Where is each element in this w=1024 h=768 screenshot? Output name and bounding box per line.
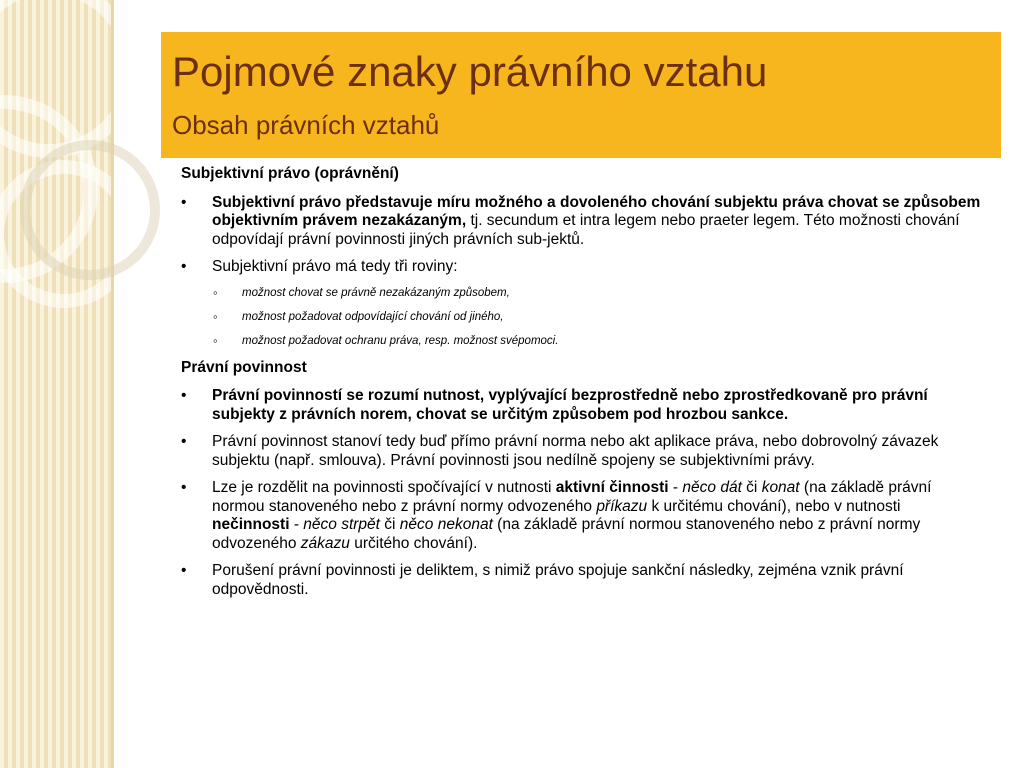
list-item bbox=[181, 194, 981, 250]
sub-list-item: ◦ možnost požadovat odpovídající chování od jiného, bbox=[181, 310, 981, 325]
italic-text: něco nekonat bbox=[399, 516, 493, 533]
text: tj. secundum et intra legem nebo praeter legem. Této možnosti chování odpovídají právní povinnosti jiných právních sub-jektů. bbox=[212, 212, 960, 248]
slide-title: Pojmové znaky právního vztahu bbox=[172, 48, 768, 95]
bold-text: aktivní činnosti bbox=[555, 479, 669, 496]
decorative-arc-right bbox=[20, 140, 160, 280]
section-heading-subjective-right: Subjektivní právo (oprávnění) bbox=[181, 165, 399, 182]
text: či bbox=[741, 479, 762, 496]
text: k určitému chování), nebo v nutnosti bbox=[647, 497, 901, 515]
sub-list-item: ◦ možnost požadovat ochranu práva, resp. možnost svépomoci. bbox=[181, 334, 981, 349]
list-item: • Porušení právní povinnosti je deliktem, s nimiž právo spojuje sankční následky, zejména vznik právní odpovědnosti. bbox=[181, 562, 981, 599]
text: či bbox=[379, 516, 400, 533]
italic-text: příkazu bbox=[596, 497, 648, 515]
text: - bbox=[289, 516, 304, 533]
italic-text: něco dát bbox=[682, 479, 742, 496]
text: (na základě právní normou stanoveného nebo z právní normy odvozeného bbox=[212, 516, 921, 552]
text: - bbox=[668, 479, 683, 496]
italic-text: konat bbox=[761, 479, 800, 496]
bold-text: nečinnosti bbox=[212, 516, 290, 533]
text: (na základě právní normou stanoveného nebo z právní normy odvozeného bbox=[212, 479, 932, 515]
bold-text: Právní povinností se rozumí nutnost, vyplývající bezprostředně nebo zprostředkovaně pro právní subjekty z právních norem, chovat se určitým způsobem pod hrozbou sankce. bbox=[212, 387, 928, 423]
italic-text: zákazu bbox=[300, 534, 350, 552]
text: určitého chování). bbox=[349, 534, 478, 552]
bold-text: Subjektivní právo představuje míru možného a dovoleného chování subjektu práva chovat se způsobem objektivním právem nezakázaným, bbox=[212, 193, 981, 229]
sidebar-divider bbox=[111, 0, 114, 768]
italic-text: něco strpět bbox=[303, 516, 380, 533]
list-item: • Právní povinnost stanoví tedy buď přímo právní norma nebo akt aplikace práva, nebo dobrovolný závazek subjektu (např. smlouva). Právní povinnosti jsou nedílně spojeny se subjektivními právy. bbox=[181, 433, 981, 470]
slide-subtitle: Obsah právních vztahů bbox=[172, 110, 440, 140]
list-item bbox=[181, 387, 981, 424]
text: Lze je rozdělit na povinnosti spočívající v nutnosti bbox=[212, 479, 556, 496]
decorative-sidebar bbox=[0, 0, 113, 768]
list-item: • Subjektivní právo má tedy tři roviny: bbox=[181, 258, 981, 277]
section-heading-legal-duty: Právní povinnost bbox=[181, 358, 307, 376]
list-item bbox=[181, 479, 981, 553]
slide-content bbox=[181, 165, 981, 608]
sub-list-item: ◦ možnost chovat se právně nezakázaným způsobem, bbox=[181, 286, 981, 301]
